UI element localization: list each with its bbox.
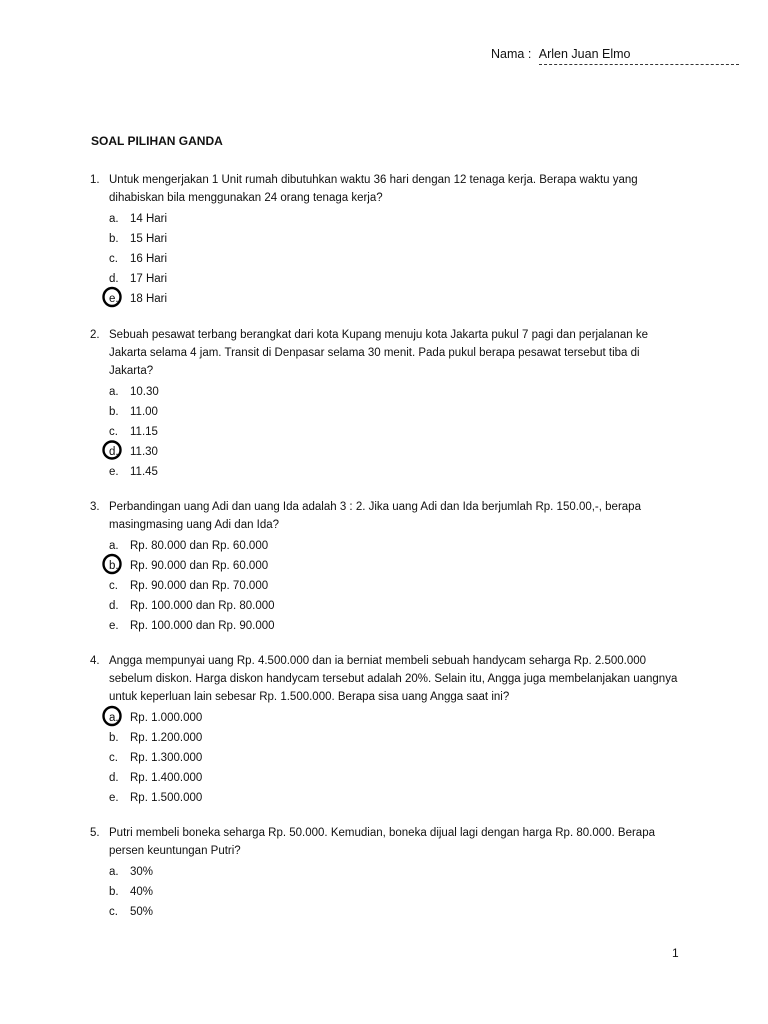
option-b[interactable] — [109, 728, 680, 748]
option-c[interactable] — [109, 422, 680, 442]
option-letter: b. — [109, 560, 119, 572]
question-text: Perbandingan uang Adi dan uang Ida adalah 3 : 2. Jika uang Adi dan Ida berjumlah Rp. 150.00,-, berapa masingmasing uang Adi dan Ida? — [109, 501, 641, 531]
option-b[interactable] — [109, 402, 680, 422]
option-text: 11.45 — [130, 466, 158, 478]
question-number: 5. — [90, 827, 100, 839]
option-text: 40% — [130, 886, 154, 898]
question-4 — [90, 652, 680, 808]
question-number: 3. — [90, 501, 100, 513]
option-letter: d. — [109, 273, 119, 285]
option-e[interactable] — [109, 788, 680, 808]
option-letter: e. — [109, 792, 119, 804]
option-letter: c. — [109, 752, 118, 764]
question-text: Angga mempunyai uang Rp. 4.500.000 dan ia berniat membeli sebuah handycam seharga Rp. 2.500.000 sebelum diskon. Harga diskon handycam tersebut adalah 20%. Selain itu, Angga juga membelanjakan uangnya untuk keperluan lain sebesar Rp. 1.500.000. Berapa sisa uang Angga saat ini? — [109, 655, 678, 703]
question-number: 2. — [90, 329, 100, 341]
option-letter: b. — [109, 406, 119, 418]
option-letter: a. — [109, 712, 119, 724]
name-value: Arlen Juan Elmo — [539, 47, 739, 65]
option-c[interactable] — [109, 748, 680, 768]
option-text: Rp. 1.500.000 — [130, 792, 203, 804]
option-text: Rp. 90.000 dan Rp. 70.000 — [130, 580, 269, 592]
option-text: 11.00 — [130, 406, 158, 418]
page-number: 1 — [672, 946, 679, 960]
option-text: Rp. 1.300.000 — [130, 752, 203, 764]
option-a[interactable] — [109, 209, 680, 229]
document-title: SOAL PILIHAN GANDA — [91, 134, 223, 148]
option-text: Rp. 80.000 dan Rp. 60.000 — [130, 540, 269, 552]
option-text: 16 Hari — [130, 253, 168, 265]
option-a[interactable] — [109, 536, 680, 556]
option-e[interactable] — [109, 616, 680, 636]
option-letter: a. — [109, 866, 119, 878]
option-text: 15 Hari — [130, 233, 168, 245]
question-2 — [90, 326, 680, 482]
option-letter: b. — [109, 886, 119, 898]
option-b[interactable] — [109, 229, 680, 249]
option-c[interactable] — [109, 576, 680, 596]
option-text: Rp. 90.000 dan Rp. 60.000 — [130, 560, 269, 572]
option-letter: d. — [109, 600, 119, 612]
option-c[interactable] — [109, 249, 680, 269]
option-text: 14 Hari — [130, 213, 168, 225]
option-letter: e. — [109, 293, 119, 305]
option-text: 11.30 — [130, 446, 158, 458]
name-field — [491, 47, 739, 65]
option-a[interactable] — [109, 862, 680, 882]
option-letter: a. — [109, 213, 119, 225]
option-letter: d. — [109, 772, 119, 784]
option-d-selected[interactable] — [109, 442, 680, 462]
option-text: Rp. 1.200.000 — [130, 732, 203, 744]
option-b[interactable] — [109, 882, 680, 902]
option-e[interactable] — [109, 462, 680, 482]
option-b-selected[interactable] — [109, 556, 680, 576]
option-text: Rp. 100.000 dan Rp. 80.000 — [130, 600, 275, 612]
option-letter: b. — [109, 233, 119, 245]
option-letter: c. — [109, 906, 118, 918]
option-text: 11.15 — [130, 426, 158, 438]
option-text: Rp. 100.000 dan Rp. 90.000 — [130, 620, 275, 632]
name-label: Nama : — [491, 47, 532, 61]
option-letter: a. — [109, 386, 119, 398]
question-3 — [90, 498, 680, 636]
option-text: Rp. 1.400.000 — [130, 772, 203, 784]
option-letter: c. — [109, 426, 118, 438]
option-text: 17 Hari — [130, 273, 168, 285]
option-letter: e. — [109, 620, 119, 632]
option-letter: b. — [109, 732, 119, 744]
question-number: 1. — [90, 174, 100, 186]
question-text: Untuk mengerjakan 1 Unit rumah dibutuhkan waktu 36 hari dengan 12 tenaga kerja. Berapa waktu yang dihabiskan bila menggunakan 24 orang tenaga kerja? — [109, 174, 638, 204]
option-text: 30% — [130, 866, 154, 878]
option-d[interactable] — [109, 596, 680, 616]
option-letter: a. — [109, 540, 119, 552]
option-text: 50% — [130, 906, 154, 918]
option-d[interactable] — [109, 269, 680, 289]
option-letter: c. — [109, 253, 118, 265]
question-5 — [90, 824, 680, 922]
question-text: Sebuah pesawat terbang berangkat dari kota Kupang menuju kota Jakarta pukul 7 pagi dan perjalanan ke Jakarta selama 4 jam. Transit di Denpasar selama 30 menit. Pada pukul berapa pesawat tersebut tiba di Jakarta? — [109, 329, 648, 377]
option-a[interactable] — [109, 382, 680, 402]
question-1 — [90, 171, 680, 309]
option-text: 10.30 — [130, 386, 159, 398]
option-a-selected[interactable] — [109, 708, 680, 728]
question-text: Putri membeli boneka seharga Rp. 50.000. Kemudian, boneka dijual lagi dengan harga Rp. 80.000. Berapa persen keuntungan Putri? — [109, 827, 655, 857]
option-text: 18 Hari — [130, 293, 168, 305]
option-letter: d. — [109, 446, 119, 458]
option-letter: c. — [109, 580, 118, 592]
option-e-selected[interactable] — [109, 289, 680, 309]
option-c[interactable] — [109, 902, 680, 922]
option-d[interactable] — [109, 768, 680, 788]
option-letter: e. — [109, 466, 119, 478]
option-text: Rp. 1.000.000 — [130, 712, 203, 724]
question-number: 4. — [90, 655, 100, 667]
